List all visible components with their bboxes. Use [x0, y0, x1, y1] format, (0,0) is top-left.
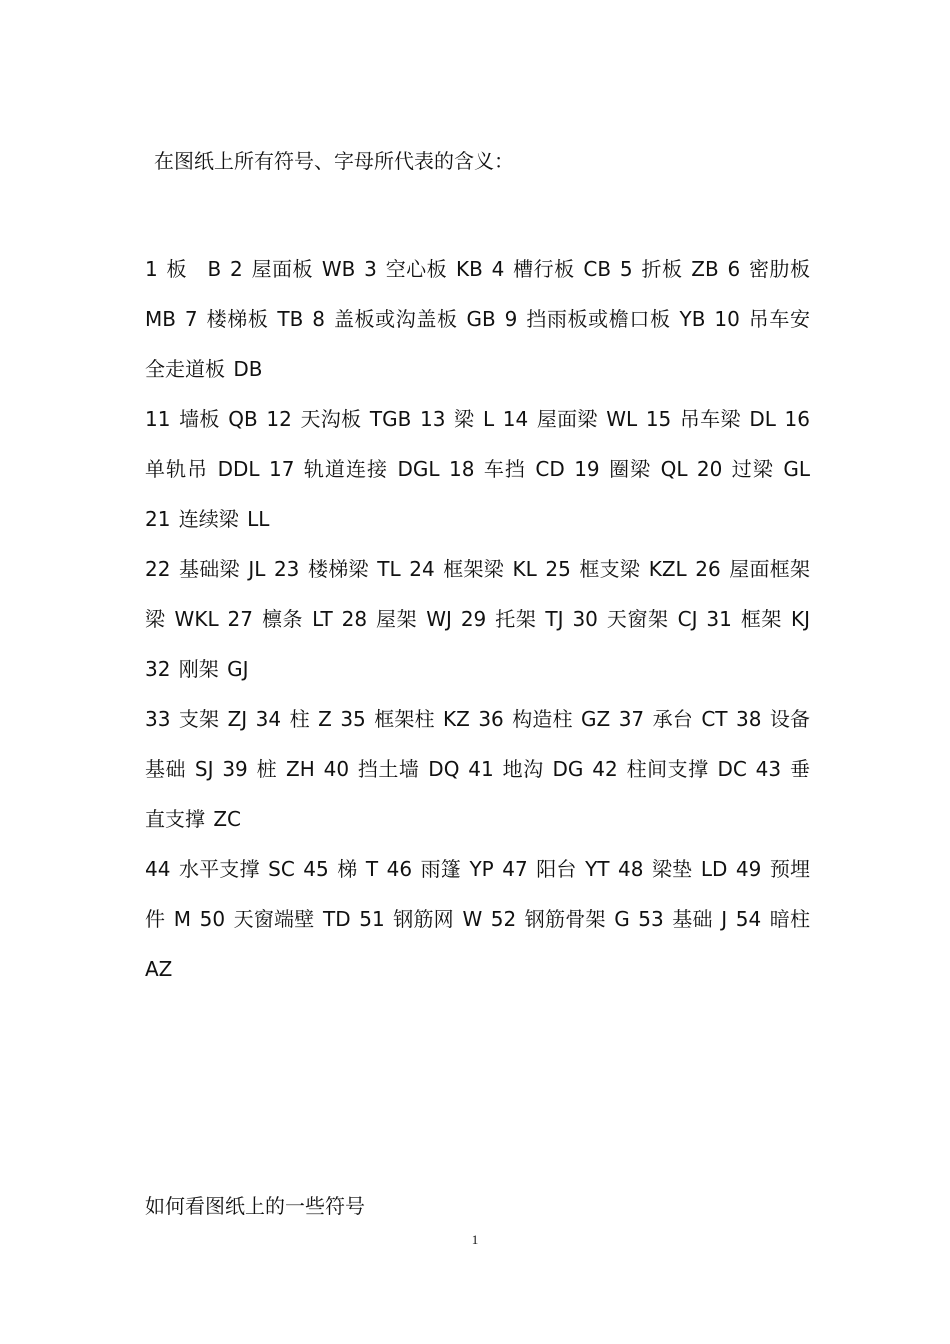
paragraph-supports: 44 水平支撑 SC 45 梯 T 46 雨篷 YP 47 阳台 YT 48 梁垫 LD 49 预埋件 M 50 天窗端壁 TD 51 钢筋网 W 52 钢筋骨架 G 53 基础 J 54 暗柱 AZ: [145, 857, 810, 981]
page-number: 1: [471, 1232, 479, 1247]
paragraph-columns: 33 支架 ZJ 34 柱 Z 35 框架柱 KZ 36 构造柱 GZ 37 承台 CT 38 设备基础 SJ 39 桩 ZH 40 挡土墙 DQ 41 地沟 DG 42 柱间支撑 DC 43 垂直支撑 ZC: [145, 707, 810, 831]
paragraph-frames: 22 基础梁 JL 23 楼梯梁 TL 24 框架梁 KL 25 框支梁 KZL 26 屋面框架梁 WKL 27 檩条 LT 28 屋架 WJ 29 托架 TJ 30 天窗架 CJ 31 框架 KJ 32 刚架 GJ: [145, 557, 810, 681]
paragraph-slabs: 1 板 B 2 屋面板 WB 3 空心板 KB 4 槽行板 CB 5 折板 ZB 6 密肋板 MB 7 楼梯板 TB 8 盖板或沟盖板 GB 9 挡雨板或檐口板 YB 10 吊车安全走道板 DB: [145, 257, 810, 381]
document-heading: 在图纸上所有符号、字母所代表的含义：: [154, 149, 514, 173]
section-heading: 如何看图纸上的一些符号: [145, 1194, 365, 1218]
symbol-list: [145, 244, 810, 994]
paragraph-beams: 11 墙板 QB 12 天沟板 TGB 13 梁 L 14 屋面梁 WL 15 吊车梁 DL 16 单轨吊 DDL 17 轨道连接 DGL 18 车挡 CD 19 圈梁 QL 20 过梁 GL 21 连续梁 LL: [145, 407, 810, 531]
